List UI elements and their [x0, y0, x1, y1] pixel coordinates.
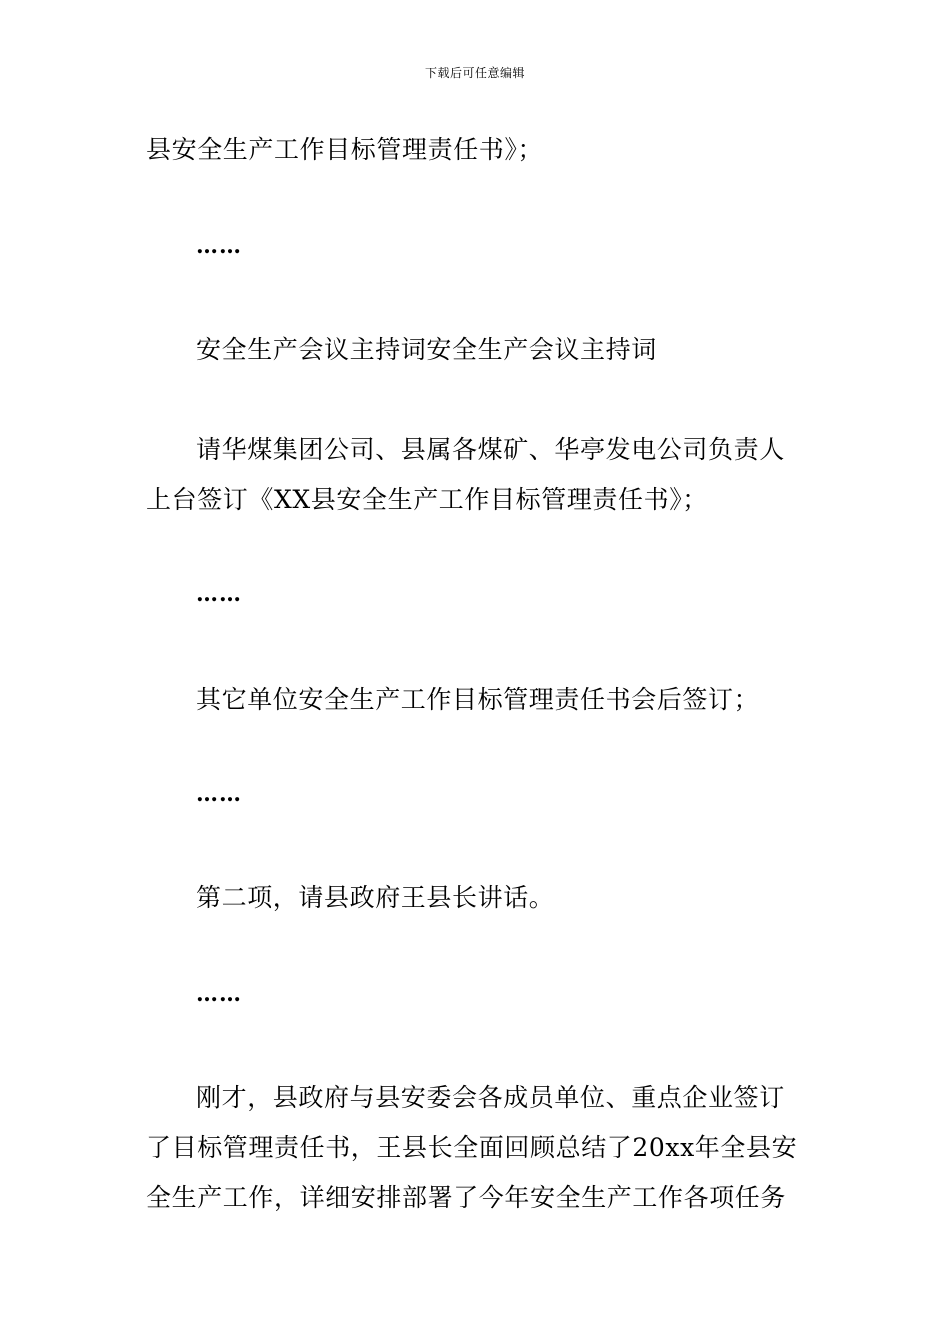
ellipsis-line: ……: [196, 581, 242, 607]
text-line: 第二项，请县政府王县长讲话。: [196, 883, 555, 912]
ellipsis-line: ……: [196, 981, 242, 1007]
section-heading: 安全生产会议主持词安全生产会议主持词: [196, 335, 657, 364]
ellipsis-line: ……: [196, 233, 242, 259]
text-line: 刚才，县政府与县安委会各成员单位、重点企业签订: [196, 1083, 785, 1112]
text-line: 其它单位安全生产工作目标管理责任书会后签订；: [196, 685, 760, 714]
text-line: 请华煤集团公司、县属各煤矿、华亭发电公司负责人: [196, 435, 785, 464]
text-line: 全生产工作，详细安排部署了今年安全生产工作各项任务: [146, 1183, 787, 1212]
text-line: 了目标管理责任书，王县长全面回顾总结了20xx年全县安: [146, 1133, 798, 1162]
text-line: 县安全生产工作目标管理责任书》；: [146, 135, 544, 164]
text-line: 上台签订《XX县安全生产工作目标管理责任书》；: [146, 485, 708, 514]
ellipsis-line: ……: [196, 781, 242, 807]
page-header: 下载后可任意编辑: [424, 66, 525, 80]
